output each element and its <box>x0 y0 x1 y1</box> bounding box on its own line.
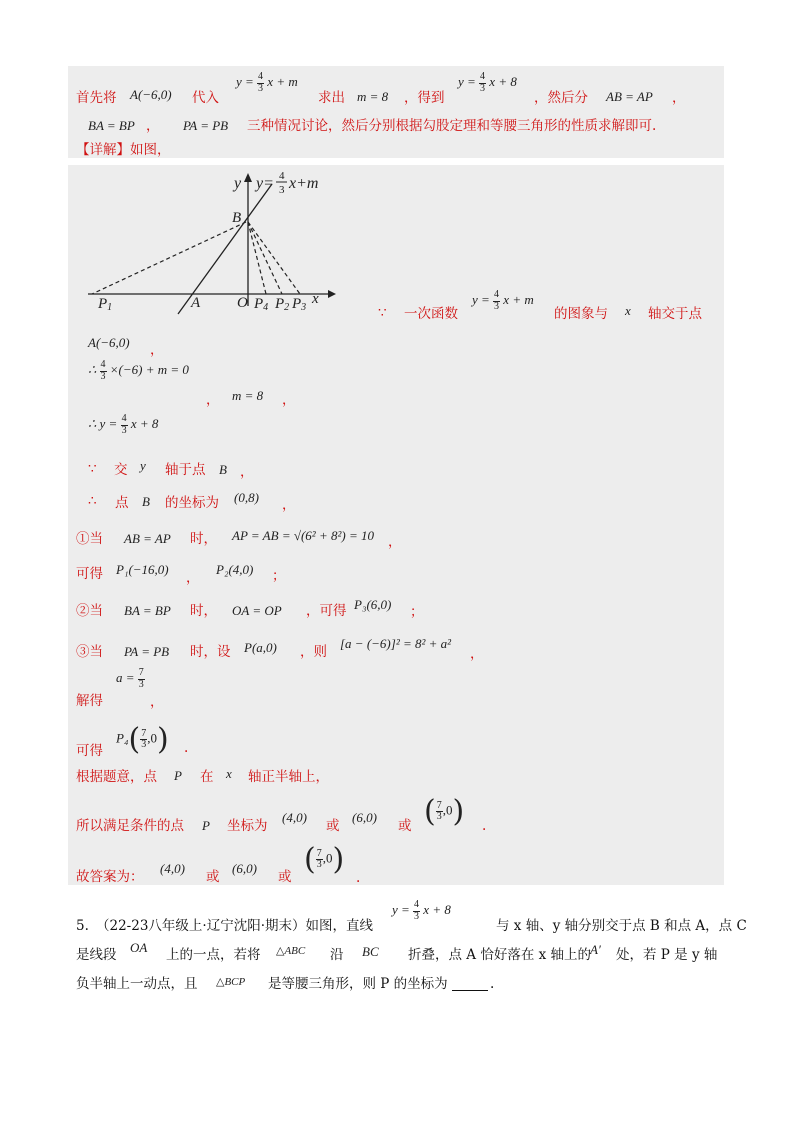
intro-m-value: m = 8 <box>357 89 389 104</box>
eq-lhs: ∴ y = <box>88 415 118 431</box>
step3-m-value: m = 8 <box>232 388 264 403</box>
eq-lhs: y = <box>392 901 410 917</box>
intro-case2: BA = BP <box>88 118 135 133</box>
fraction <box>436 801 443 823</box>
question5-source: （22-23八年级上·辽宁沈阳·期末）如图，直线 <box>96 918 373 934</box>
final-line2-p: P <box>202 818 210 833</box>
frac-den: 3 <box>414 910 420 922</box>
frac-num: 4 <box>258 71 264 82</box>
step1-x: x <box>625 303 631 318</box>
case3-a-value <box>116 668 145 690</box>
fraction <box>121 414 128 436</box>
coord-tail: ,0 <box>442 802 453 818</box>
intro-then-text: ，然后分 <box>534 90 588 106</box>
frac-num: 4 <box>494 289 500 300</box>
intro-line-1 <box>76 92 117 106</box>
dashed-bp1 <box>92 222 246 294</box>
point-p1-label: P1 <box>98 296 113 313</box>
dashed-bp4 <box>248 222 266 294</box>
point-a-label: A <box>191 295 201 311</box>
therefore-symbol: ∴ <box>88 361 97 377</box>
final-line2-text2: 坐标为 <box>227 818 268 834</box>
final-line1-p: P <box>174 768 182 783</box>
final-line1-text3: 轴正半轴上， <box>248 769 329 785</box>
question5-triangle-bcp: △BCP <box>216 976 246 988</box>
case1-p2: P₂(4,0) <box>216 562 254 577</box>
fraction <box>257 72 264 94</box>
case3-p4-end: . <box>184 740 189 756</box>
paren-open: ( <box>304 842 316 877</box>
case3-point: P(a,0) <box>244 640 277 655</box>
answer-label: 故答案为： <box>76 869 144 885</box>
x-axis-arrow <box>328 290 336 298</box>
question5-oa: OA <box>130 940 148 955</box>
question5-text2: 是线段 <box>76 947 117 963</box>
frac-den: 3 <box>316 859 322 870</box>
intro-solve-text: 求出 <box>318 90 345 106</box>
step3-comma: ， <box>282 392 296 408</box>
case1-calc: AP = AB = √(6² + 8²) = 10 <box>232 528 374 543</box>
question5-text9: . <box>490 976 495 992</box>
frac-den: 3 <box>436 811 442 822</box>
case3-equation: [a − (−6)]² = 8² + a² <box>340 636 452 651</box>
intro-point-a: A(−6,0) <box>130 87 172 102</box>
intro-line-equation <box>236 72 298 94</box>
intro-comma: ， <box>672 90 686 106</box>
final-line2-coord3 <box>424 794 464 829</box>
intro-line2-equation <box>458 72 517 94</box>
answer-end: . <box>356 870 361 886</box>
step1-text: 一次函数 <box>404 306 458 322</box>
step3-equation <box>88 360 189 382</box>
point-p4-label: P4 <box>254 296 269 313</box>
case2-p3: P₃(6,0) <box>354 597 392 612</box>
question5-text5: 折叠，点 A 恰好落在 x 轴上的 <box>408 947 592 963</box>
point-o-label: O <box>237 295 248 311</box>
answer-coord3 <box>304 842 344 877</box>
case2-label: ②当 <box>76 603 103 619</box>
step1-text3: 轴交于点 <box>648 306 702 322</box>
question5-number: 5. <box>76 918 89 934</box>
step2-point-a: A(−6,0) <box>88 335 130 350</box>
question5-text8: 是等腰三角形，则 P 的坐标为 <box>268 976 448 992</box>
case1-label: ①当 <box>76 531 103 547</box>
case3-condition: PA = PB <box>124 644 170 659</box>
case1-comma: ， <box>186 570 200 586</box>
y-axis-arrow <box>244 173 252 182</box>
case1-p1: P₁(−16,0) <box>116 562 169 577</box>
paren-close: ) <box>452 794 465 829</box>
case3-label: ③当 <box>76 644 103 660</box>
dashed-bp3 <box>248 222 300 294</box>
eq-lhs: y = <box>458 73 476 89</box>
case2-equation: OA = OP <box>232 603 282 618</box>
frac-den: 3 <box>138 678 144 690</box>
frac-num: 4 <box>480 71 486 82</box>
answer-or: 或 <box>206 869 220 885</box>
frac-num: 7 <box>141 727 147 739</box>
case1-result-text: 可得 <box>76 566 103 582</box>
case3-end: ， <box>470 646 484 662</box>
step5-because: ∵ <box>88 461 97 477</box>
step6-therefore: ∴ <box>88 493 97 509</box>
eq-rhs: ×(−6) + m = 0 <box>109 361 189 377</box>
case3-result-text: 可得 <box>76 743 103 759</box>
frac-den: 3 <box>494 300 500 312</box>
point-b-label: B <box>232 210 242 226</box>
y-axis-label: y <box>234 175 242 192</box>
line-label-lhs: y= <box>256 175 274 192</box>
case1-end: ， <box>388 534 402 550</box>
paren-close: ) <box>156 722 169 757</box>
final-line2-coord2: (6,0) <box>352 810 377 825</box>
case3-then: ，则 <box>300 644 327 660</box>
question5-text1: 与 x 轴、y 轴分别交于点 B 和点 A，点 C <box>496 918 747 934</box>
paren-open: ( <box>424 794 436 829</box>
case3-when: 时，设 <box>190 644 231 660</box>
step3-comma: ， <box>206 392 220 408</box>
step2-comma: ， <box>150 342 164 358</box>
intro-text: 首先将 <box>76 90 117 106</box>
case2-result-text: ，可得 <box>306 603 347 619</box>
point-p3-label: P3 <box>292 296 307 313</box>
because-symbol: ∵ <box>378 305 387 321</box>
frac-num: 7 <box>316 847 322 859</box>
final-line2-text: 所以满足条件的点 <box>76 818 184 834</box>
frac-den: 3 <box>100 370 106 382</box>
coordinate-figure <box>80 170 340 320</box>
final-line2-or: 或 <box>398 818 412 834</box>
step6-end: ， <box>282 497 296 513</box>
dashed-bp2 <box>248 222 282 294</box>
case2-condition: BA = BP <box>124 603 171 618</box>
step4-equation <box>88 414 158 436</box>
intro-method-text: 三种情况讨论，然后分别根据勾股定理和等腰三角形的性质求解即可. <box>247 118 657 134</box>
x-axis-label: x <box>312 291 319 307</box>
frac-num: 4 <box>121 413 127 424</box>
answer-coord2: (6,0) <box>232 861 257 876</box>
paren-open: ( <box>128 722 141 757</box>
question5-triangle-abc: △ABC <box>276 945 306 957</box>
intro-get-text: ，得到 <box>404 90 445 106</box>
eq-lhs: y = <box>236 73 254 89</box>
final-line1-x: x <box>226 766 232 781</box>
case3-solve-text: 解得 <box>76 693 103 709</box>
question5-text7: 负半轴上一动点，且 <box>76 976 198 992</box>
step6-b: B <box>142 494 150 509</box>
step5-text2: 轴于点 <box>165 462 206 478</box>
fraction <box>316 849 323 871</box>
coord-tail: ,0 <box>322 850 333 866</box>
case1-semicolon: ； <box>272 568 286 584</box>
fraction <box>138 668 145 690</box>
eq-lhs: y = <box>472 291 490 307</box>
line-label-den: 3 <box>279 184 285 196</box>
question5-text3: 上的一点，若将 <box>166 947 261 963</box>
frac-num: 7 <box>436 799 442 811</box>
line-label-rhs: x+m <box>289 175 319 192</box>
final-line2-end: . <box>482 818 487 834</box>
eq-rhs: x + 8 <box>423 901 451 917</box>
fraction <box>413 900 420 922</box>
eq-lhs: a = <box>116 669 135 685</box>
final-line2-coord1: (4,0) <box>282 810 307 825</box>
step6-coord: (0,8) <box>234 490 259 505</box>
case3-p4 <box>116 722 169 757</box>
question5-bc: BC <box>362 944 379 959</box>
detail-label: 【详解】如图， <box>76 142 171 158</box>
fraction <box>493 290 500 312</box>
paren-close: ) <box>332 842 345 877</box>
intro-substitute-text: 代入 <box>192 90 219 106</box>
answer-coord1: (4,0) <box>160 861 185 876</box>
question5-text6: 处，若 P 是 y 轴 <box>616 947 718 963</box>
step6-text: 点 <box>115 495 129 511</box>
step1-equation <box>472 290 534 312</box>
frac-den: 3 <box>480 82 486 94</box>
fraction <box>100 360 107 382</box>
step1-text2: 的图象与 <box>554 306 608 322</box>
step5-y: y <box>140 458 146 473</box>
step5-end: ， <box>240 464 254 480</box>
case2-when: 时， <box>190 603 217 619</box>
p4-label: P₄ <box>116 730 129 746</box>
step6-text2: 的坐标为 <box>165 495 219 511</box>
intro-case3: PA = PB <box>183 118 229 133</box>
final-line2-or: 或 <box>326 818 340 834</box>
case2-semicolon: ； <box>410 604 424 620</box>
coord-tail: ,0 <box>147 730 157 746</box>
final-line1-text: 根据题意，点 <box>76 769 157 785</box>
final-line1-text2: 在 <box>200 769 214 785</box>
eq-rhs: x + m <box>503 291 534 307</box>
case3-a-end: ， <box>150 694 164 710</box>
frac-num: 4 <box>100 359 106 370</box>
line-label-num: 4 <box>279 170 285 182</box>
question5-a-prime: A′ <box>590 942 601 957</box>
eq-rhs: x + m <box>267 73 298 89</box>
fraction <box>479 72 486 94</box>
question5-text4: 沿 <box>330 947 344 963</box>
case1-when: 时， <box>190 531 217 547</box>
intro-case1: AB = AP <box>606 89 653 104</box>
answer-or: 或 <box>278 869 292 885</box>
frac-den: 3 <box>121 424 127 436</box>
frac-num: 7 <box>138 667 144 678</box>
frac-den: 3 <box>258 82 264 94</box>
frac-num: 4 <box>414 899 420 910</box>
point-p2-label: P2 <box>275 296 290 313</box>
answer-blank[interactable] <box>452 978 488 991</box>
case1-condition: AB = AP <box>124 531 171 546</box>
question5-equation <box>392 900 451 922</box>
frac-den: 3 <box>141 739 147 750</box>
eq-rhs: x + 8 <box>489 73 517 89</box>
intro-comma: ， <box>146 118 160 134</box>
step5-b: B <box>219 462 227 477</box>
eq-rhs: x + 8 <box>130 415 159 431</box>
step5-text: 交 <box>114 462 128 478</box>
